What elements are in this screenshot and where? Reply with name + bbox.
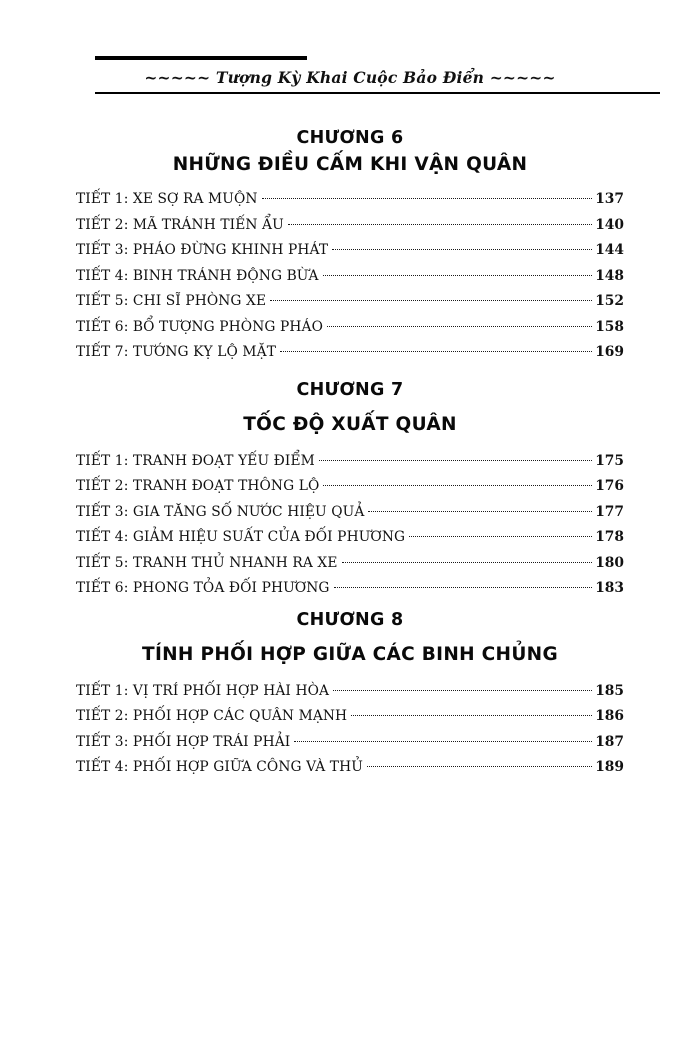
- toc-entry-label: TIẾT 5: CHI SĨ PHÒNG XE: [76, 293, 267, 309]
- toc-entry-label: TIẾT 1: TRANH ĐOẠT YẾU ĐIỂM: [76, 452, 315, 469]
- toc-entry-page: 189: [595, 759, 624, 775]
- toc-leader-dots: [342, 562, 593, 563]
- header-rule-bottom: [95, 92, 660, 94]
- toc-entry-label: TIẾT 6: BỔ TƯỢNG PHÒNG PHÁO: [76, 318, 323, 335]
- toc-entry-label: TIẾT 7: TƯỚNG KỴ LỘ MẶT: [76, 344, 276, 360]
- toc-entry-page: 158: [595, 318, 624, 335]
- toc-list-6: [0, 187, 700, 366]
- toc-entry[interactable]: [76, 474, 624, 500]
- toc-leader-dots: [333, 690, 592, 691]
- chapter-subtitle-7: TỐC ĐỘ XUẤT QUÂN: [243, 413, 457, 435]
- toc-entry[interactable]: [76, 315, 624, 341]
- toc-leader-dots: [319, 460, 592, 461]
- toc-leader-dots: [270, 300, 592, 301]
- toc-entry-label: TIẾT 3: PHÁO ĐỪNG KHINH PHÁT: [76, 242, 329, 258]
- toc-entry-page: 177: [595, 503, 624, 520]
- toc-entry-page: 144: [595, 242, 624, 258]
- toc-entry-page: 152: [595, 293, 624, 309]
- toc-entry-label: TIẾT 3: GIA TĂNG SỐ NƯỚC HIỆU QUẢ: [76, 503, 365, 520]
- toc-entry-page: 140: [595, 216, 624, 233]
- chapter-heading-8: CHƯƠNG 8: [296, 609, 404, 630]
- chapter-block-7: [0, 380, 700, 602]
- toc-entry[interactable]: [76, 525, 624, 551]
- toc-entry-label: TIẾT 2: PHỐI HỢP CÁC QUÂN MẠNH: [76, 708, 348, 724]
- toc-leader-dots: [332, 249, 592, 250]
- toc-leader-dots: [288, 224, 592, 225]
- toc-leader-dots: [323, 485, 592, 486]
- table-of-contents: [0, 110, 700, 781]
- toc-leader-dots: [294, 741, 592, 742]
- toc-entry-page: 187: [595, 733, 624, 750]
- toc-entry-label: TIẾT 1: XE SỢ RA MUỘN: [76, 191, 258, 207]
- toc-entry-label: TIẾT 4: PHỐI HỢP GIỮA CÔNG VÀ THỦ: [76, 759, 363, 775]
- toc-leader-dots: [368, 511, 592, 512]
- toc-entry[interactable]: [76, 730, 624, 756]
- toc-entry-page: 186: [595, 708, 624, 724]
- toc-entry-label: TIẾT 2: MÃ TRÁNH TIẾN ẨU: [76, 216, 284, 233]
- toc-leader-dots: [367, 766, 592, 767]
- toc-list-8: [0, 679, 700, 781]
- toc-list-7: [0, 449, 700, 602]
- toc-entry-label: TIẾT 3: PHỐI HỢP TRÁI PHẢI: [76, 733, 291, 750]
- toc-leader-dots: [334, 587, 593, 588]
- chapter-block-8: [0, 610, 700, 781]
- chapter-heading-7: CHƯƠNG 7: [296, 379, 404, 400]
- toc-entry-label: TIẾT 5: TRANH THỦ NHANH RA XE: [76, 554, 338, 571]
- toc-entry-page: 175: [595, 452, 624, 469]
- toc-entry[interactable]: [76, 679, 624, 705]
- toc-entry[interactable]: [76, 500, 624, 526]
- toc-entry[interactable]: [76, 289, 624, 315]
- toc-entry[interactable]: [76, 576, 624, 602]
- header-rule-top: [95, 56, 307, 60]
- toc-entry[interactable]: [76, 213, 624, 239]
- chapter-subtitle-8: TÍNH PHỐI HỢP GIỮA CÁC BINH CHỦNG: [142, 643, 558, 665]
- toc-leader-dots: [262, 198, 593, 199]
- toc-entry-page: 169: [595, 344, 624, 360]
- toc-leader-dots: [323, 275, 593, 276]
- toc-entry[interactable]: [76, 755, 624, 781]
- toc-entry-page: 176: [595, 478, 624, 494]
- toc-entry-label: TIẾT 1: VỊ TRÍ PHỐI HỢP HÀI HÒA: [76, 682, 330, 699]
- toc-entry[interactable]: [76, 551, 624, 577]
- toc-entry-page: 183: [595, 580, 624, 596]
- toc-entry[interactable]: [76, 238, 624, 264]
- toc-entry-label: TIẾT 4: BINH TRÁNH ĐỘNG BỪA: [76, 267, 319, 284]
- chapter-subtitle-6: NHỮNG ĐIỀU CẤM KHI VẬN QUÂN: [172, 154, 528, 175]
- toc-entry-page: 178: [595, 529, 624, 545]
- toc-entry-label: TIẾT 2: TRANH ĐOẠT THÔNG LỘ: [76, 478, 320, 494]
- toc-leader-dots: [351, 715, 592, 716]
- chapter-heading-6: CHƯƠNG 6: [296, 128, 404, 148]
- toc-entry[interactable]: [76, 264, 624, 290]
- toc-leader-dots: [409, 536, 592, 537]
- toc-entry[interactable]: [76, 704, 624, 730]
- toc-leader-dots: [327, 326, 592, 327]
- toc-entry[interactable]: [76, 449, 624, 475]
- toc-entry-page: 185: [595, 682, 624, 699]
- toc-entry-page: 137: [595, 191, 624, 207]
- page-header: [0, 0, 700, 110]
- toc-entry-label: TIẾT 6: PHONG TỎA ĐỐI PHƯƠNG: [76, 580, 330, 596]
- toc-entry-page: 148: [595, 267, 624, 284]
- toc-entry[interactable]: [76, 340, 624, 366]
- toc-entry[interactable]: [76, 187, 624, 213]
- chapter-block-6: [0, 110, 700, 366]
- toc-entry-label: TIẾT 4: GIẢM HIỆU SUẤT CỦA ĐỐI PHƯƠNG: [76, 529, 406, 545]
- toc-entry-page: 180: [595, 554, 624, 571]
- running-title: ~~~~~ Tượng Kỳ Khai Cuộc Bảo Điển ~~~~~: [144, 68, 556, 87]
- toc-leader-dots: [280, 351, 592, 352]
